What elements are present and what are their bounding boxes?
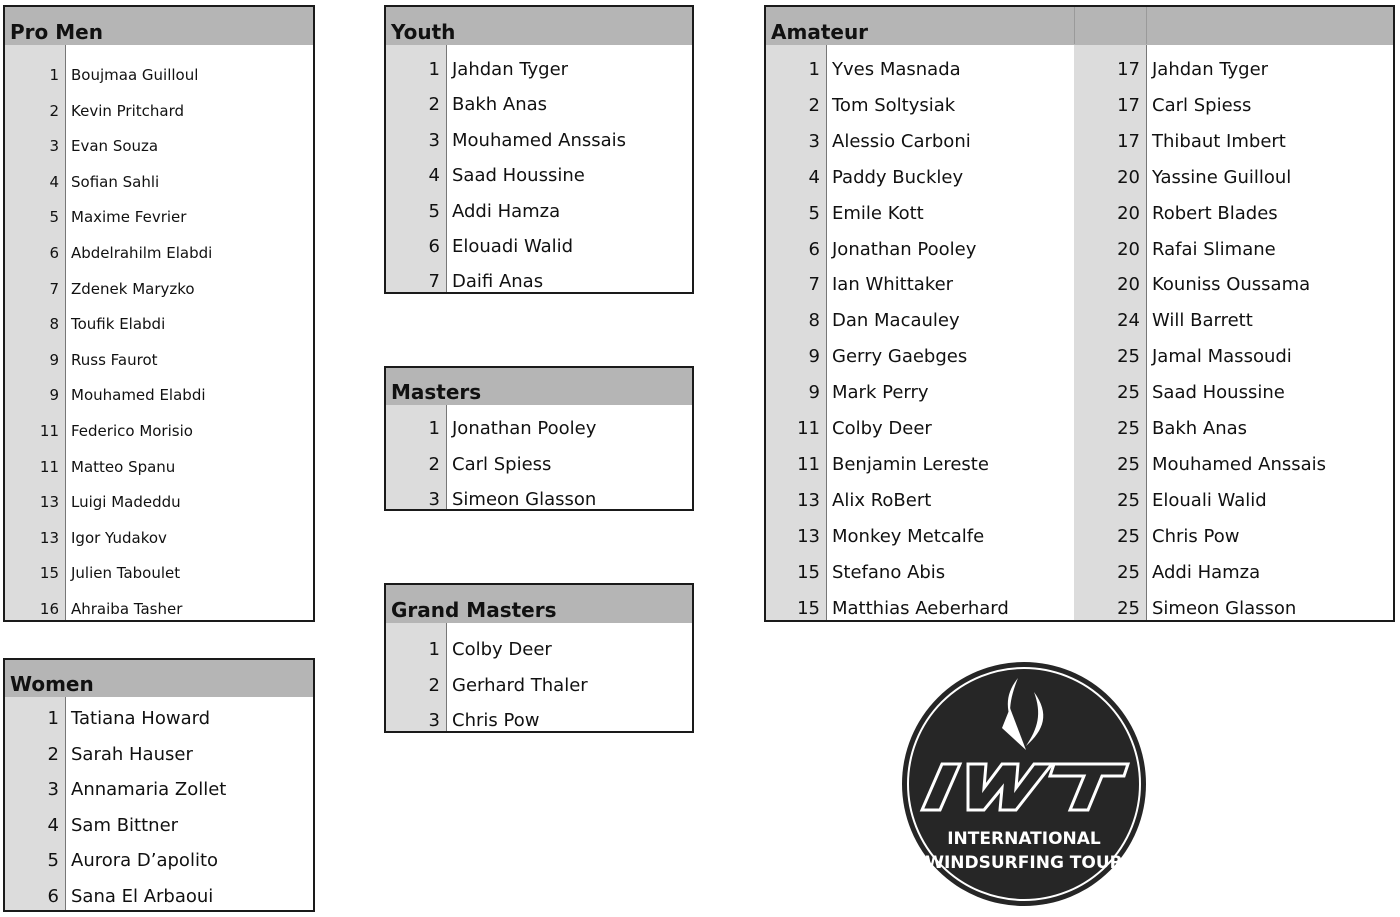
rider-name: Jonathan Pooley (452, 418, 597, 439)
rank-value: 5 (808, 202, 820, 224)
rank-value: 7 (428, 271, 440, 293)
rider-name: Alix RoBert (832, 489, 932, 511)
table-row (386, 632, 692, 662)
table-row (5, 808, 313, 838)
table-row (5, 376, 313, 406)
table-row (766, 267, 1393, 297)
rider-name: Igor Yudakov (71, 528, 167, 547)
rank-value: 5 (47, 850, 59, 871)
rank-value: 8 (49, 315, 59, 334)
rank-value: 3 (47, 779, 59, 800)
rank-value: 25 (1117, 597, 1140, 619)
table-row (766, 124, 1393, 154)
rider-name: Bakh Anas (1152, 418, 1248, 439)
rider-name: Kevin Pritchard (71, 101, 185, 120)
rank-value: 4 (47, 814, 59, 836)
youth-table (384, 5, 694, 294)
rider-name: Addi Hamza (452, 200, 561, 222)
rank-value: 2 (428, 94, 440, 116)
rider-name: Mark Perry (832, 382, 929, 404)
rank-value: 2 (808, 94, 820, 116)
rank-value: 20 (1117, 274, 1140, 296)
rider-name: Kouniss Oussama (1152, 274, 1311, 296)
table-row (766, 52, 1393, 82)
masters-table (384, 366, 694, 511)
table-row (5, 519, 313, 549)
rank-value: 25 (1117, 489, 1140, 511)
table-row (386, 158, 692, 188)
rider-name: Evan Souza (71, 137, 159, 156)
rider-name: Aurora D’apolito (71, 850, 219, 871)
rank-value: 1 (808, 59, 820, 80)
table-row (766, 411, 1393, 441)
rider-name: Simeon Glasson (452, 489, 597, 510)
rider-name: Alessio Carboni (832, 130, 971, 152)
table-row (386, 703, 692, 733)
rider-name: Saad Houssine (452, 165, 585, 187)
rank-value: 1 (49, 66, 59, 84)
rank-value: 3 (428, 489, 440, 510)
table-row (386, 52, 692, 82)
rider-name: Mouhamed Anssais (1152, 453, 1327, 475)
rider-name: Simeon Glasson (1152, 597, 1297, 619)
rank-value: 6 (47, 885, 59, 907)
table-row (5, 843, 313, 873)
rank-value: 3 (808, 130, 820, 152)
table-row (766, 591, 1393, 621)
rank-value: 17 (1117, 59, 1140, 80)
table-row (5, 234, 313, 264)
rider-name: Sam Bittner (71, 814, 179, 836)
grand-masters-table (384, 583, 694, 733)
women-title: Women (5, 660, 313, 697)
rider-name: Jahdan Tyger (1152, 59, 1269, 80)
rider-name: Saad Houssine (1152, 382, 1285, 404)
table-row (5, 448, 313, 478)
rank-value: 1 (428, 639, 440, 660)
rider-name: Federico Morisio (71, 422, 193, 440)
table-row (5, 92, 313, 122)
rider-name: Yassine Guilloul (1152, 166, 1292, 188)
table-row (766, 196, 1393, 226)
rider-name: Tatiana Howard (71, 708, 211, 729)
rider-name: Ian Whittaker (832, 274, 954, 296)
rider-name: Robert Blades (1152, 202, 1278, 224)
rider-name: Carl Spiess (452, 453, 552, 475)
table-row (386, 482, 692, 511)
masters-title: Masters (386, 368, 692, 405)
table-row (766, 483, 1393, 513)
rank-value: 11 (39, 457, 59, 476)
rider-name: Luigi Madeddu (71, 493, 181, 512)
rider-name: Yves Masnada (832, 59, 961, 80)
table-row (386, 264, 692, 294)
amateur-table (764, 5, 1395, 622)
rider-name: Carl Spiess (1152, 94, 1252, 116)
rank-value: 25 (1117, 382, 1140, 404)
rank-value: 25 (1117, 561, 1140, 583)
table-row (5, 127, 313, 157)
rider-name: Colby Deer (832, 418, 932, 439)
table-row (386, 194, 692, 224)
rider-name: Matthias Aeberhard (832, 597, 1009, 619)
rider-name: Mouhamed Elabdi (71, 386, 206, 405)
rank-value: 11 (797, 418, 820, 439)
table-row (766, 555, 1393, 585)
rank-value: 15 (39, 564, 59, 583)
rider-name: Chris Pow (1152, 525, 1240, 547)
rank-value: 25 (1117, 525, 1140, 547)
table-row (766, 447, 1393, 477)
rider-name: Zdenek Maryzko (71, 279, 195, 298)
rank-value: 13 (797, 489, 820, 511)
table-row (5, 737, 313, 767)
rider-name: Emile Kott (832, 202, 924, 224)
rider-name: Thibaut Imbert (1152, 130, 1286, 152)
rank-value: 9 (49, 350, 59, 369)
rider-name: Jonathan Pooley (832, 238, 977, 260)
table-row (5, 590, 313, 620)
grand-masters-title: Grand Masters (386, 585, 692, 623)
rank-value: 4 (428, 165, 440, 187)
logo-line1: INTERNATIONAL (947, 829, 1101, 849)
table-row (386, 668, 692, 698)
iwt-logo (898, 658, 1150, 910)
women-table (3, 658, 315, 912)
table-row (5, 772, 313, 802)
table-row (5, 198, 313, 228)
rank-value: 3 (428, 710, 440, 731)
rank-value: 7 (808, 274, 820, 296)
rank-value: 6 (49, 244, 59, 262)
table-row (5, 305, 313, 335)
rank-value: 8 (808, 310, 820, 332)
rider-name: Mouhamed Anssais (452, 129, 627, 151)
rider-name: Abdelrahilm Elabdi (71, 244, 213, 262)
logo-line2: WINDSURFING TOUR (925, 853, 1123, 873)
rank-value: 2 (49, 101, 59, 120)
rank-value: 13 (39, 493, 59, 512)
rider-name: Rafai Slimane (1152, 238, 1276, 260)
rider-name: Paddy Buckley (832, 166, 964, 188)
rank-value: 1 (47, 708, 59, 729)
rank-value: 9 (808, 382, 820, 404)
table-row (766, 339, 1393, 369)
rider-name: Ahraiba Tasher (71, 600, 183, 618)
rank-value: 13 (39, 528, 59, 547)
rider-name: Stefano Abis (832, 561, 946, 583)
rank-value: 13 (797, 525, 820, 547)
rank-value: 25 (1117, 346, 1140, 368)
rank-value: 11 (39, 422, 59, 440)
rider-name: Matteo Spanu (71, 457, 176, 476)
rank-value: 1 (428, 418, 440, 439)
rank-value: 4 (808, 166, 820, 188)
rider-name: Dan Macauley (832, 310, 960, 332)
table-row (386, 229, 692, 259)
table-row (386, 447, 692, 477)
rank-value: 15 (797, 561, 820, 583)
rider-name: Jamal Massoudi (1152, 346, 1292, 368)
rider-name: Will Barrett (1152, 310, 1253, 332)
rank-value: 20 (1117, 166, 1140, 188)
rank-value: 2 (428, 674, 440, 696)
rider-name: Russ Faurot (71, 350, 158, 369)
table-row (5, 483, 313, 513)
rank-value: 2 (428, 453, 440, 475)
rider-name: Toufik Elabdi (71, 315, 166, 334)
rank-value: 7 (49, 279, 59, 298)
table-row (5, 412, 313, 442)
rank-value: 25 (1117, 418, 1140, 439)
table-row (5, 270, 313, 300)
pro-men-table (3, 5, 315, 622)
table-row (766, 375, 1393, 405)
rider-name: Sofian Sahli (71, 172, 160, 191)
table-row (386, 123, 692, 153)
table-row (5, 701, 313, 731)
amateur-title: Amateur (766, 7, 1393, 45)
pro-men-title: Pro Men (5, 7, 313, 45)
rider-name: Annamaria Zollet (71, 779, 227, 800)
rider-name: Boujmaa Guilloul (71, 66, 199, 84)
rider-name: Sana El Arbaoui (71, 885, 214, 907)
table-row (5, 554, 313, 584)
rank-value: 20 (1117, 238, 1140, 260)
table-row (386, 87, 692, 117)
rank-value: 15 (797, 597, 820, 619)
table-row (5, 56, 313, 86)
rider-name: Daifi Anas (452, 271, 544, 293)
rank-value: 3 (49, 137, 59, 156)
table-row (766, 303, 1393, 333)
rank-value: 3 (428, 129, 440, 151)
table-row (5, 341, 313, 371)
rank-value: 17 (1117, 94, 1140, 116)
rider-name: Chris Pow (452, 710, 540, 731)
rider-name: Elouadi Walid (452, 236, 574, 257)
rider-name: Jahdan Tyger (452, 59, 569, 80)
table-row (766, 88, 1393, 118)
rider-name: Benjamin Lereste (832, 453, 989, 475)
rank-value: 9 (808, 346, 820, 368)
rider-name: Elouali Walid (1152, 489, 1267, 511)
table-row (766, 232, 1393, 262)
rank-value: 17 (1117, 130, 1140, 152)
table-row (386, 411, 692, 441)
rank-value: 20 (1117, 202, 1140, 224)
rider-name: Sarah Hauser (71, 743, 193, 765)
rank-value: 9 (49, 386, 59, 405)
rider-name: Julien Taboulet (71, 564, 181, 583)
table-row (766, 519, 1393, 549)
rider-name: Gerhard Thaler (452, 674, 588, 696)
rider-name: Monkey Metcalfe (832, 525, 985, 547)
rank-value: 1 (428, 59, 440, 80)
rank-value: 16 (39, 600, 59, 618)
rank-value: 6 (808, 238, 820, 260)
rider-name: Addi Hamza (1152, 561, 1261, 583)
rank-value: 5 (49, 208, 59, 227)
rank-value: 5 (428, 200, 440, 222)
table-row (766, 160, 1393, 190)
table-row (5, 163, 313, 193)
rider-name: Maxime Fevrier (71, 208, 187, 227)
rank-value: 24 (1117, 310, 1140, 332)
rank-value: 25 (1117, 453, 1140, 475)
rider-name: Colby Deer (452, 639, 552, 660)
rank-value: 4 (49, 172, 59, 191)
table-row (5, 879, 313, 909)
rider-name: Tom Soltysiak (832, 94, 956, 116)
youth-title: Youth (386, 7, 692, 45)
rider-name: Bakh Anas (452, 94, 548, 116)
rank-value: 11 (797, 453, 820, 475)
rider-name: Gerry Gaebges (832, 346, 968, 368)
rank-value: 6 (428, 236, 440, 257)
rank-value: 2 (47, 743, 59, 765)
